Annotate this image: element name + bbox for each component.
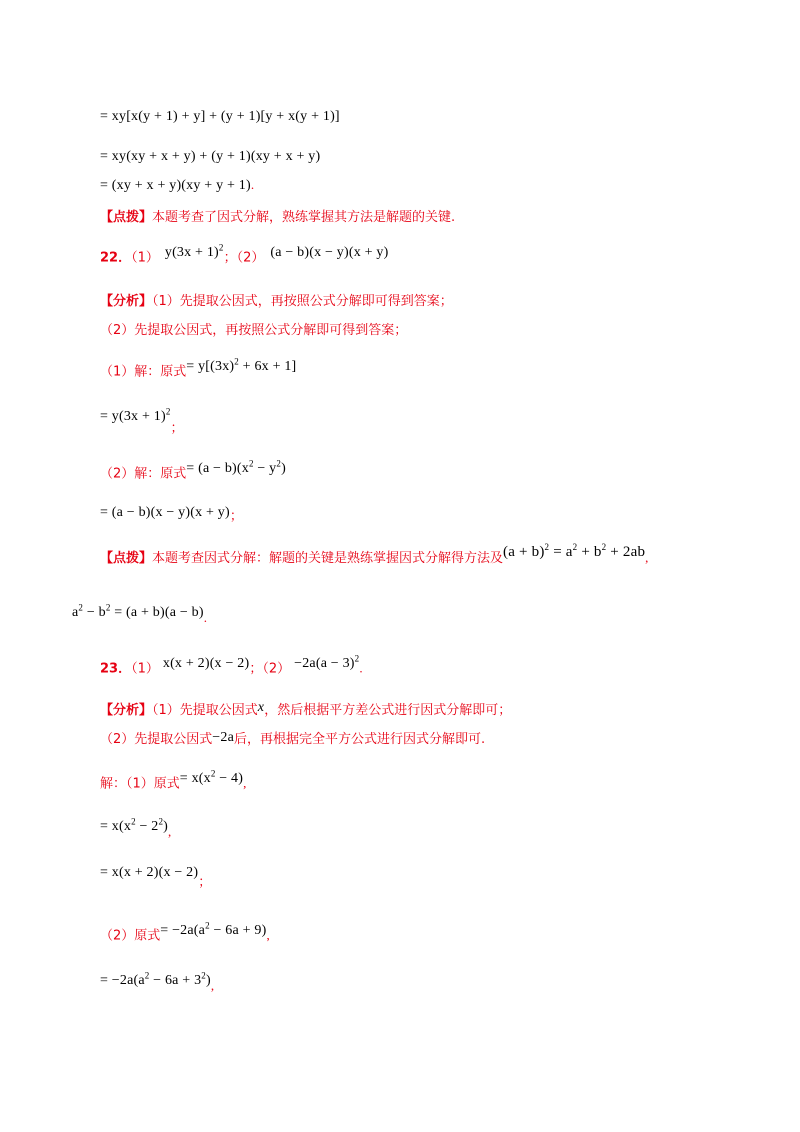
analysis-text: （1）先提取公因式 (152, 703, 258, 718)
math-expression: = x(x + 2)(x − 2) (100, 865, 199, 880)
math-expression: = $y(3x + 1)^2$ (100, 406, 171, 424)
solution-22-2-step (100, 504, 243, 522)
end-mark: . (203, 609, 207, 625)
analysis-tag: 【分析】 (100, 294, 153, 309)
math-expression: = $(a - b)(x^2 - y^2)$ (186, 458, 286, 476)
math-expression: = $-2a(a^2 - 6a + 3^2)$ (100, 970, 211, 988)
answer-23-2: $-2a(a - 3)^2$ (294, 653, 360, 671)
part-label-2: （2） (262, 661, 291, 677)
formula-square-sum: $(a + b)^2 = a^2 + b^2 + 2ab$ (503, 542, 646, 560)
answer-22-2: (a − b)(x − y)(x + y) (270, 244, 389, 260)
end-mark: ； (198, 875, 212, 890)
solution-22-2 (100, 460, 286, 484)
part-label-2: （2） (236, 250, 265, 266)
math-expression: = $x(x^2 - 2^2)$ (100, 816, 169, 834)
answer-23-1: x(x + 2)(x − 2) (162, 655, 250, 671)
end-mark: , (210, 977, 215, 993)
analysis-22-line-1 (100, 293, 453, 311)
solution-label: （2）原式 (100, 928, 161, 944)
solution-23-1-step-1 (100, 812, 172, 839)
separator: ； (223, 250, 237, 266)
formula-difference-squares-line (72, 598, 207, 625)
analysis-22-line-2 (100, 322, 407, 340)
analysis-text: （2）先提取公因式 (100, 732, 213, 747)
solution-22-1 (100, 358, 296, 382)
tip-tag: 【点拨】 (100, 551, 153, 566)
math-expression: = xy[x(y + 1) + y] + (y + 1)[y + x(y + 1)] (100, 109, 340, 124)
question-number: 22． (100, 250, 132, 266)
solution-23-2 (100, 922, 270, 946)
end-mark: ； (170, 420, 184, 436)
end-mark: , (168, 823, 172, 839)
math-expression: = xy(xy + x + y) + (y + 1)(xy + x + y) (100, 149, 321, 164)
tip-tag: 【点拨】 (100, 210, 153, 225)
tip-text: 本题考查因式分解：解题的关键是熟练掌握因式分解得方法及 (152, 551, 504, 566)
tip-line-21 (100, 209, 455, 227)
analysis-text: （2）先提取公因式，再按照公式分解即可得到答案； (100, 323, 408, 338)
separator: ； (249, 661, 263, 677)
math-expression: = $-2a(a^2 - 6a + 9)$ (160, 920, 267, 938)
end-mark: . (250, 177, 255, 192)
end-mark: . (359, 660, 363, 676)
answer-23-header (100, 655, 363, 679)
math-expression: = (xy + x + y)(xy + y + 1) (100, 178, 251, 193)
end-mark: , (266, 927, 270, 943)
math-var: x (257, 700, 265, 715)
solution-label: （1）解：原式 (100, 364, 187, 380)
analysis-text-cont: ，然后根据平方差公式进行因式分解即可； (264, 703, 512, 718)
solution-23-1-step-2 (100, 864, 212, 890)
solution-label: 解：（1）原式 (100, 776, 180, 792)
analysis-text: （1）先提取公因式，再按照公式分解即可得到答案； (152, 294, 453, 309)
analysis-text-cont: 后，再根据完全平方公式进行因式分解即可. (234, 732, 486, 747)
end-mark: ； (229, 509, 243, 524)
tip-text: 本题考查了因式分解，熟练掌握其方法是解题的关键. (152, 210, 456, 225)
part-label-1: （1） (131, 661, 159, 677)
answer-22-1: $y(3x + 1)^2$ (164, 242, 224, 260)
answer-22-header (100, 244, 388, 268)
solution-23-1 (100, 770, 246, 794)
analysis-23-line-1 (100, 702, 511, 720)
math-expression: = (a − b)(x − y)(x + y) (100, 505, 230, 520)
formula-difference-squares: $a^2 - b^2 = (a + b)(a - b)$ (72, 602, 204, 620)
analysis-tag: 【分析】 (100, 703, 153, 718)
step-line-2 (100, 148, 320, 166)
analysis-23-line-2 (100, 731, 485, 749)
end-mark: , (645, 550, 649, 565)
step-line-1 (100, 108, 340, 126)
tip-line-22 (100, 544, 648, 568)
math-term: −2a (212, 730, 234, 745)
step-line-3 (100, 176, 254, 195)
solution-22-1-step (100, 402, 184, 436)
part-label-1: （1） (131, 250, 159, 266)
solution-label: （2）解：原式 (100, 466, 187, 482)
question-number: 23． (100, 661, 132, 677)
solution-23-2-step (100, 966, 215, 993)
math-expression: = $x(x^2 - 4)$ (179, 768, 244, 786)
end-mark: , (243, 775, 247, 791)
math-expression: = $y[(3x)^2 + 6x + 1]$ (186, 356, 297, 374)
